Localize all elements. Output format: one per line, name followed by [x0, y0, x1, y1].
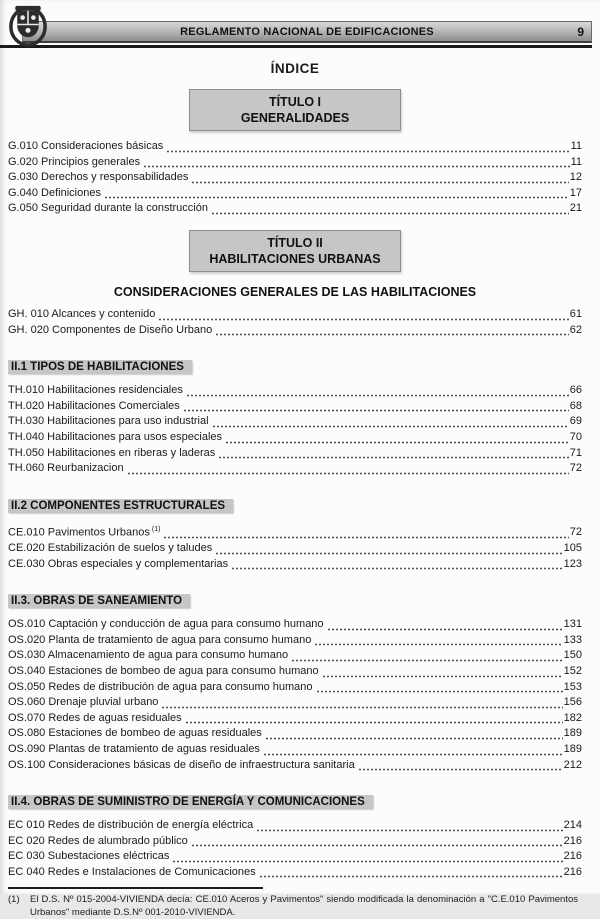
- dotted-leader: [256, 821, 562, 832]
- footnote-ref: (1): [151, 525, 161, 533]
- title-box-line: GENERALIDADES: [240, 111, 350, 125]
- entry-label: OS.070 Redes de aguas residuales: [8, 711, 182, 724]
- dotted-leader: [127, 464, 569, 475]
- entry-label: EC 040 Redes e Instalaciones de Comunicaciones: [8, 865, 256, 878]
- dotted-leader: [163, 528, 568, 539]
- entry-page-number: 131: [563, 618, 582, 631]
- sub-heading: II.3. OBRAS DE SANEAMIENTO: [8, 594, 190, 608]
- entry-page-number: 189: [563, 727, 582, 740]
- dotted-leader: [215, 325, 569, 336]
- sub-heading: II.4. OBRAS DE SUMINISTRO DE ENERGÍA Y COMUNICACIONES: [8, 795, 373, 809]
- toc-entry: [8, 664, 582, 680]
- toc-entry: [8, 446, 582, 462]
- section-heading: CONSIDERACIONES GENERALES DE LAS HABILITACIONES: [113, 284, 477, 299]
- entry-page-number: 123: [563, 557, 582, 570]
- entry-label: OS.010 Captación y conducción de agua para consumo humano: [8, 618, 324, 631]
- entry-label: TH.050 Habilitaciones en riberas y laderas: [8, 446, 216, 459]
- entry-page-number: 70: [569, 430, 582, 443]
- entry-label: G.040 Definiciones: [8, 186, 101, 199]
- entry-label: OS.020 Planta de tratamiento de agua para consumo humano: [8, 633, 312, 646]
- dotted-leader: [327, 620, 563, 631]
- toc-entry: [8, 307, 582, 323]
- dotted-leader: [322, 667, 563, 678]
- toc-entry: [8, 742, 582, 758]
- page-number: 9: [577, 24, 584, 39]
- sub-heading-row: [8, 591, 582, 609]
- entry-label: EC 010 Redes de distribución de energía eléctrica: [8, 819, 254, 832]
- dotted-leader: [166, 142, 569, 153]
- entry-label: G.010 Consideraciones básicas: [8, 140, 164, 152]
- entry-page-number: 61: [569, 307, 582, 320]
- entry-label: TH.040 Habilitaciones para usos especiales: [8, 430, 223, 443]
- entry-list: [8, 522, 582, 572]
- dotted-leader: [186, 386, 569, 397]
- dotted-leader: [172, 852, 562, 863]
- sub-heading: II.2 COMPONENTES ESTRUCTURALES: [8, 499, 233, 513]
- toc-entry: [8, 170, 582, 186]
- toc-entry: [8, 522, 582, 541]
- page-header: [0, 0, 600, 48]
- title-box-line: HABILITACIONES URBANAS: [209, 251, 381, 266]
- entry-page-number: 150: [563, 649, 582, 662]
- toc-entry: [8, 557, 582, 573]
- dotted-leader: [231, 559, 563, 570]
- entry-list: [8, 139, 582, 217]
- entry-page-number: 17: [569, 186, 582, 199]
- entry-label: TH.020 Habilitaciones Comerciales: [8, 399, 180, 412]
- dotted-leader: [191, 836, 563, 847]
- entry-page-number: 189: [563, 742, 582, 755]
- entry-label: EC 030 Subestaciones eléctricas: [8, 850, 170, 863]
- dotted-leader: [259, 867, 563, 878]
- dotted-leader: [183, 401, 569, 412]
- footnote-divider: [8, 887, 263, 889]
- entry-page-number: 68: [569, 399, 582, 412]
- dotted-leader: [358, 760, 563, 771]
- toc-entry: [8, 414, 582, 430]
- entry-label: OS.080 Estaciones de bombeo de aguas residuales: [8, 727, 262, 740]
- index-title: ÍNDICE: [270, 61, 320, 76]
- toc-entry: [8, 865, 582, 881]
- entry-list: [8, 383, 582, 477]
- toc-entry: [8, 680, 582, 696]
- toc-entry: [8, 323, 582, 339]
- entry-page-number: 182: [563, 711, 582, 724]
- sub-heading: II.1 TIPOS DE HABILITACIONES: [8, 360, 192, 374]
- entry-label: OS.050 Redes de distribución de agua para consumo humano: [8, 680, 313, 693]
- entry-label: OS.040 Estaciones de bombeo de agua para consumo humano: [8, 664, 319, 677]
- sub-heading-row: [8, 357, 582, 375]
- entry-page-number: 216: [563, 834, 582, 847]
- entry-page-number: 11: [570, 155, 582, 168]
- dotted-leader: [104, 188, 569, 199]
- entry-label: OS.090 Plantas de tratamiento de aguas residuales: [8, 742, 260, 755]
- entry-label: TH.030 Habilitaciones para uso industrial: [8, 415, 209, 428]
- document-title: REGLAMENTO NACIONAL DE EDIFICACIONES: [180, 25, 434, 38]
- dotted-leader: [191, 173, 568, 184]
- entry-page-number: 214: [563, 819, 582, 832]
- toc-sections: [8, 89, 582, 880]
- entry-page-number: 105: [563, 541, 582, 554]
- dotted-leader: [291, 651, 563, 662]
- entry-page-number: 72: [569, 462, 582, 475]
- entry-page-number: 12: [569, 171, 582, 184]
- dotted-leader: [158, 310, 568, 321]
- toc-entry: [8, 617, 582, 633]
- title-box-wrap: [8, 230, 582, 272]
- entry-label: G.050 Seguridad durante la construcción: [8, 202, 208, 215]
- dotted-leader: [143, 157, 570, 168]
- entry-label: OS.060 Drenaje pluvial urbano: [8, 696, 159, 709]
- footnote-marker: (1): [8, 894, 20, 906]
- entry-label: G.030 Derechos y responsabilidades: [8, 171, 189, 184]
- dotted-leader: [212, 417, 569, 428]
- toc-entry: [8, 633, 582, 649]
- toc-entry: [8, 711, 582, 727]
- title-box: [189, 89, 401, 131]
- title-box-wrap: [8, 89, 582, 131]
- entry-page-number: 71: [569, 446, 582, 459]
- entry-page-number: 66: [569, 384, 582, 397]
- toc-entry: [8, 186, 582, 202]
- entry-label: TH.060 Reurbanizacion: [8, 462, 124, 475]
- entry-page-number: 153: [563, 680, 582, 693]
- entry-page-number: 216: [563, 865, 582, 878]
- entry-page-number: 152: [563, 664, 582, 677]
- dotted-leader: [218, 448, 568, 459]
- toc-entry: [8, 541, 582, 557]
- entry-page-number: 212: [563, 758, 582, 771]
- toc-entry: [8, 201, 582, 217]
- dotted-leader: [215, 544, 562, 555]
- toc-entry: [8, 430, 582, 446]
- page-content: [0, 61, 600, 919]
- toc-entry: [8, 648, 582, 664]
- entry-page-number: 21: [569, 202, 582, 215]
- entry-label: CE.010 Pavimentos Urbanos $^{(1)}$: [8, 525, 161, 539]
- entry-page-number: 133: [563, 633, 582, 646]
- sub-heading-row: [8, 496, 582, 514]
- entry-label: EC 020 Redes de alumbrado público: [8, 834, 188, 847]
- dotted-leader: [225, 433, 569, 444]
- dotted-leader: [161, 698, 562, 709]
- entry-page-number: 72: [569, 526, 582, 539]
- entry-label: CE.020 Estabilización de suelos y taludes: [8, 541, 213, 554]
- footnote-text: El D.S. Nº 015-2004-VIVIENDA decía: CE.010 Aceros y Pavimentos" siendo modificada la denominación a "C.E.010 Pavimentos Urbanos" mediante D.S.Nº 001-2010-VIVIENDA.: [30, 894, 578, 918]
- entry-page-number: 216: [563, 850, 582, 863]
- toc-entry: [8, 849, 582, 865]
- toc-entry: [8, 758, 582, 774]
- dotted-leader: [211, 204, 569, 215]
- toc-entry: [8, 726, 582, 742]
- toc-entry: [8, 695, 582, 711]
- toc-entry: [8, 461, 582, 477]
- sub-heading-row: [8, 792, 582, 810]
- toc-entry: [8, 383, 582, 399]
- toc-entry: [8, 818, 582, 834]
- entry-list: [8, 307, 582, 338]
- entry-list: [8, 818, 582, 880]
- entry-list: [8, 617, 582, 773]
- dotted-leader: [185, 713, 563, 724]
- entry-page-number: 11: [570, 140, 582, 152]
- entry-page-number: 156: [563, 696, 582, 709]
- dotted-leader: [314, 635, 562, 646]
- entry-label: TH.010 Habilitaciones residenciales: [8, 384, 183, 397]
- title-box-line: TÍTULO II: [267, 235, 323, 250]
- entry-page-number: 69: [569, 415, 582, 428]
- entry-label: CE.030 Obras especiales y complementarias: [8, 557, 229, 570]
- entry-page-number: 62: [569, 323, 582, 336]
- entry-label: OS.030 Almacenamiento de agua para consumo humano: [8, 649, 289, 662]
- entry-label: OS.100 Consideraciones básicas de diseño de infraestructura sanitaria: [8, 758, 355, 771]
- entry-label: G.020 Principios generales: [8, 155, 141, 168]
- dotted-leader: [263, 745, 563, 756]
- entry-label: GH. 010 Alcances y contenido: [8, 307, 156, 320]
- header-title-bar: [22, 21, 592, 43]
- toc-entry: [8, 139, 582, 155]
- toc-entry: [8, 399, 582, 415]
- footnote: [8, 894, 582, 919]
- title-box-line: TÍTULO I: [268, 95, 322, 109]
- dotted-leader: [316, 682, 563, 693]
- toc-entry: [8, 834, 582, 850]
- peru-coat-of-arms-icon: [8, 2, 48, 47]
- entry-label: GH. 020 Componentes de Diseño Urbano: [8, 323, 213, 336]
- dotted-leader: [265, 729, 563, 740]
- header-divider: [0, 45, 592, 48]
- title-box: [189, 230, 401, 272]
- toc-entry: [8, 155, 582, 171]
